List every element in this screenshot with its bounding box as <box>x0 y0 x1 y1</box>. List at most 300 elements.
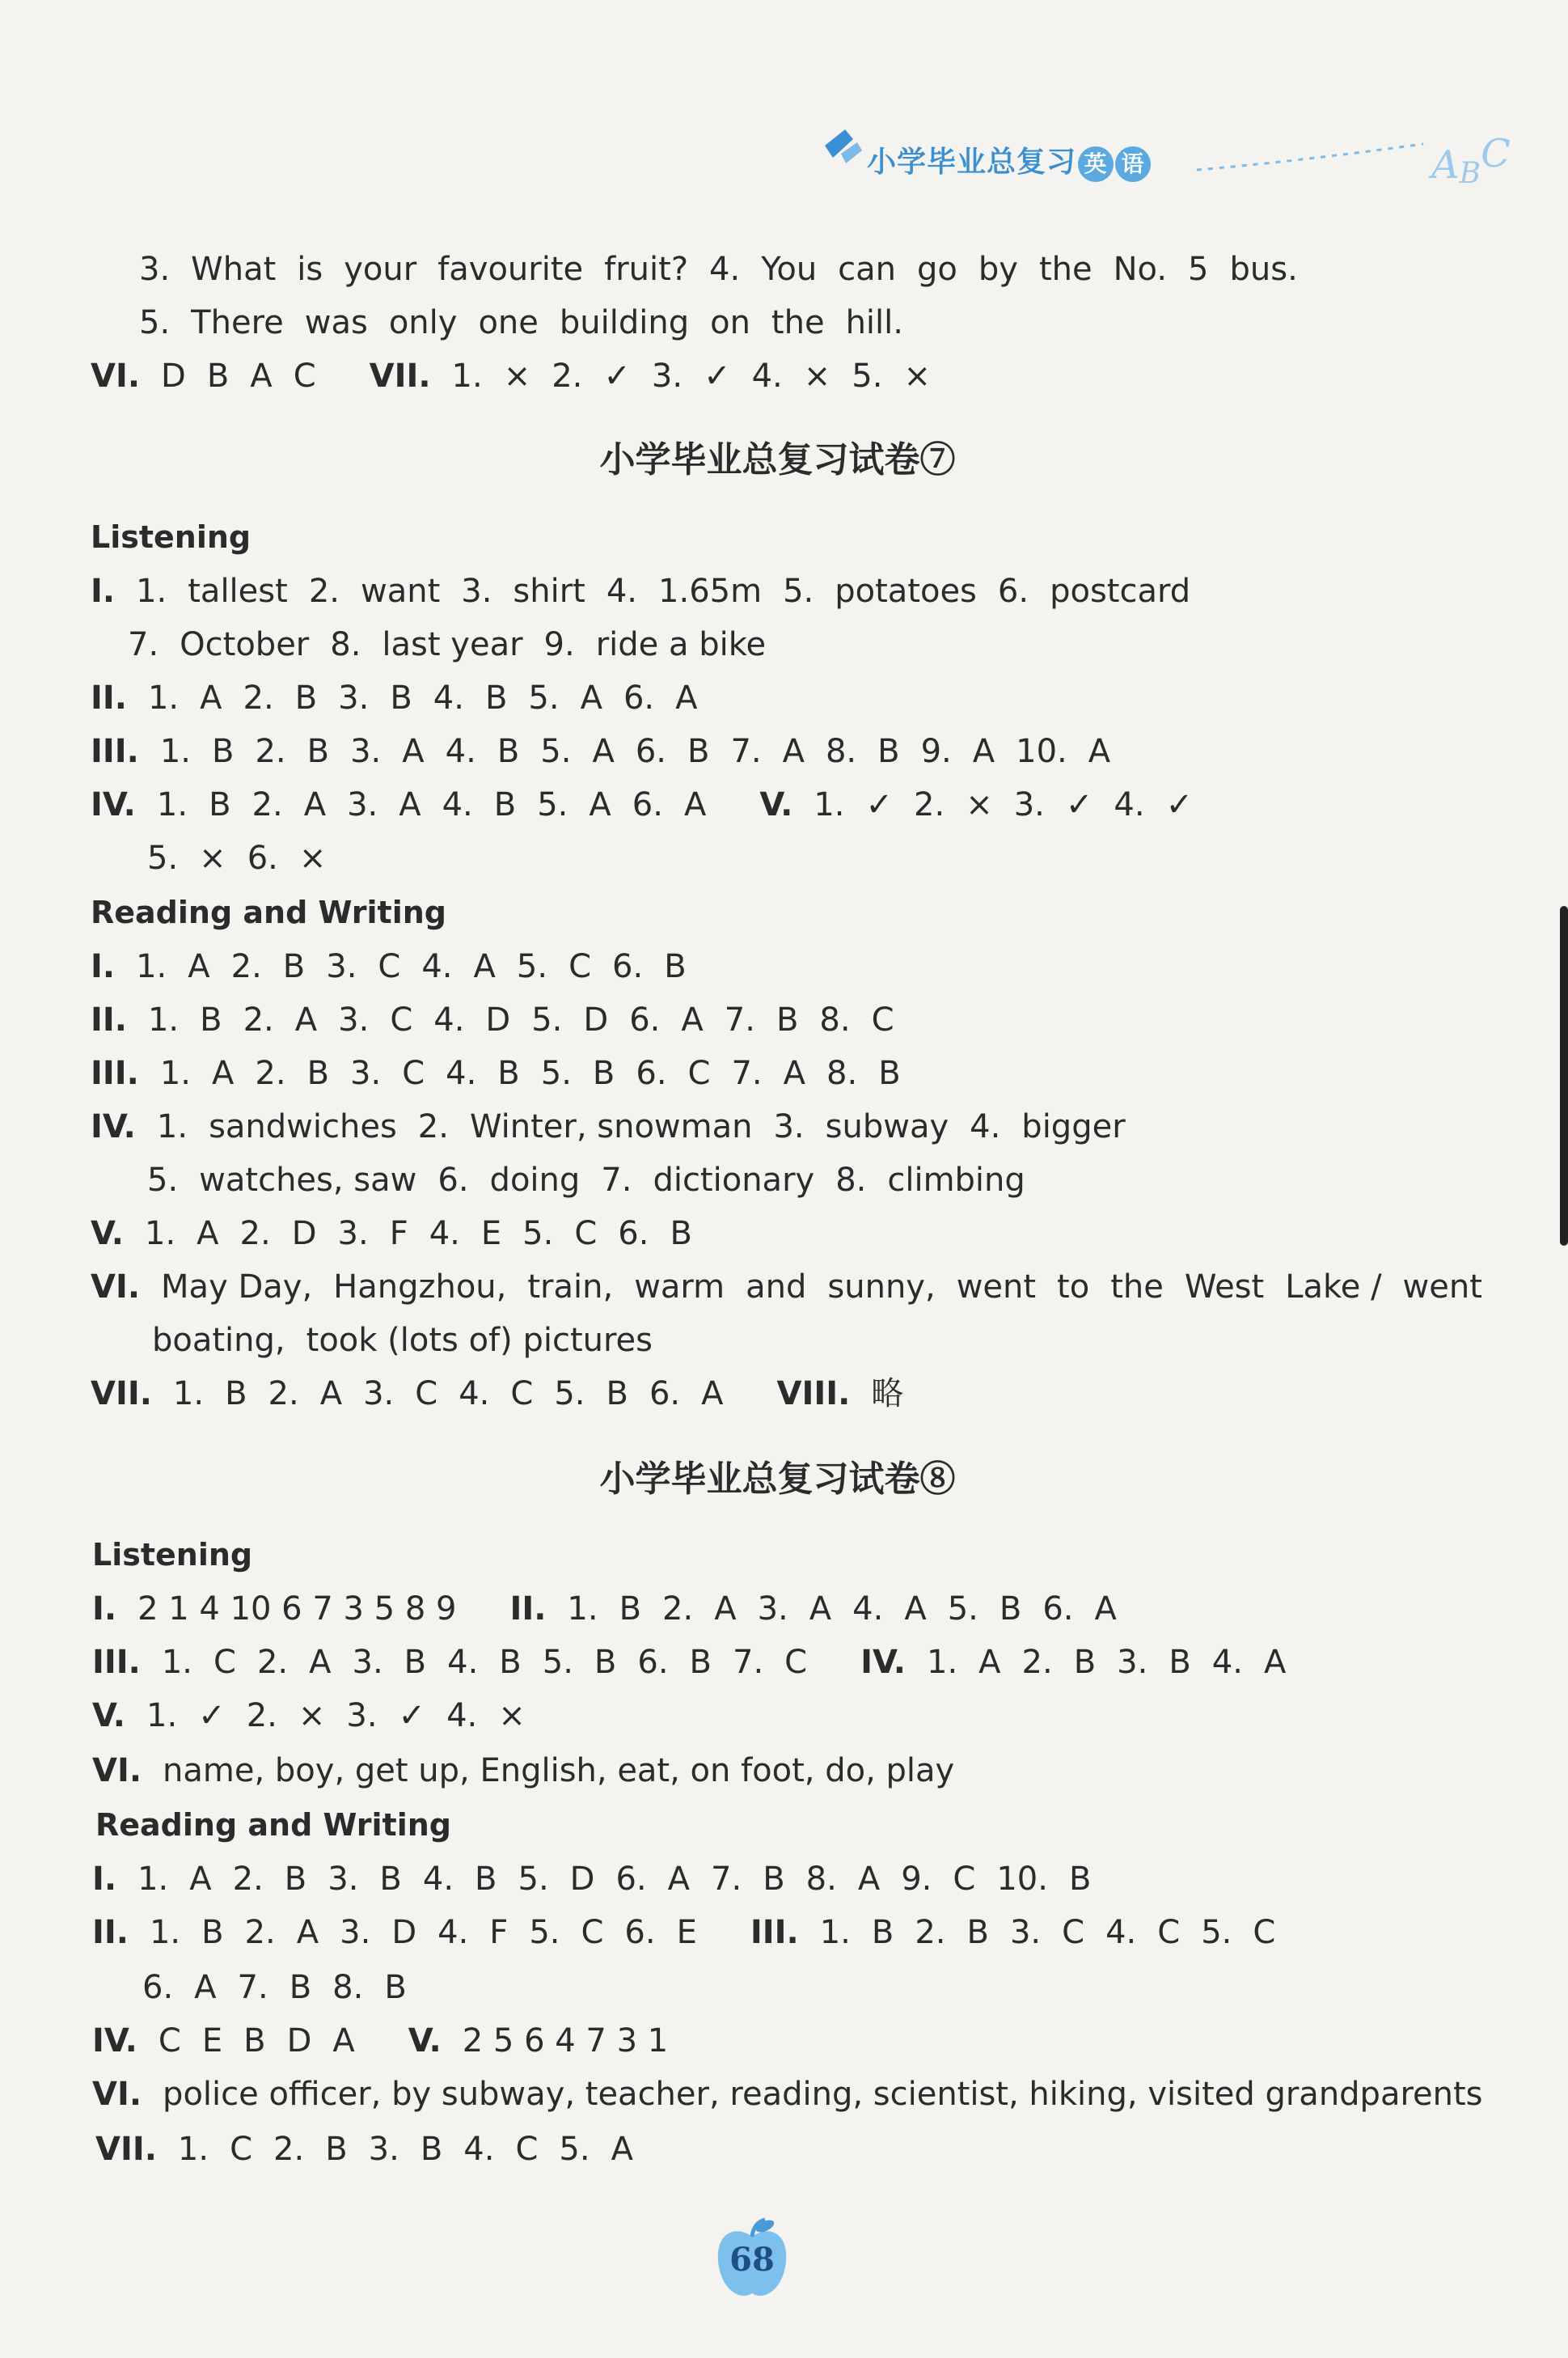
answer-token: B <box>404 1644 427 1681</box>
answer-token: 6. <box>629 1001 661 1039</box>
answer-token: 4. <box>442 786 473 823</box>
section-numeral: VI. <box>91 358 141 395</box>
answer-token: A <box>978 1644 1001 1681</box>
answer-line <box>91 1053 922 1094</box>
answer-token: A <box>197 1215 219 1252</box>
section-numeral: II. <box>509 1590 547 1628</box>
answer-token: A <box>194 1969 217 2006</box>
answer-token: and <box>746 1268 807 1306</box>
answer-token: 2. <box>552 358 583 395</box>
answer-token: building <box>559 304 690 341</box>
answer-token: A <box>319 1375 343 1412</box>
answer-token: postcard <box>1050 573 1191 610</box>
answer-line <box>92 1859 1112 1899</box>
answer-token: ✓ <box>704 358 731 395</box>
answer-token: C <box>158 2022 181 2060</box>
answer-token: × <box>298 840 327 877</box>
answer-token: C <box>574 1215 598 1252</box>
section-numeral: IV. <box>860 1644 906 1681</box>
answer-token: B <box>499 1644 522 1681</box>
answer-line <box>92 1751 975 1791</box>
answer-token: 5. <box>516 948 548 985</box>
answer-token: 4. <box>606 573 638 610</box>
answer-token: 5. <box>783 573 814 610</box>
answer-token: A <box>904 1590 927 1628</box>
answer-line <box>139 249 1319 290</box>
answer-token: B <box>871 1914 894 1951</box>
answer-token: A <box>250 358 273 395</box>
answer-token: 5 <box>1188 251 1209 288</box>
answer-token: 2. <box>232 1861 264 1898</box>
answer-token: only <box>388 304 458 341</box>
answer-token: 2. <box>255 1055 286 1092</box>
answer-token: B <box>664 948 687 985</box>
answer-token: ✓ <box>1165 786 1194 823</box>
section-title: 小学毕业总复习试卷⑧ <box>599 1458 956 1500</box>
answer-token: 略 <box>871 1375 904 1412</box>
answer-token: B <box>200 1001 222 1039</box>
answer-token: 9. <box>543 626 575 663</box>
section-numeral: VI. <box>91 1268 141 1306</box>
answer-token: B <box>209 786 231 823</box>
answer-token: E <box>480 1215 502 1252</box>
answer-token: 4. <box>751 358 783 395</box>
answer-token: one <box>478 304 539 341</box>
answer-token: C <box>953 1861 976 1898</box>
answer-token: B <box>284 1861 307 1898</box>
answer-token: 5. <box>537 786 568 823</box>
subsection-label: Listening <box>92 1537 253 1573</box>
answer-token: E <box>676 1914 697 1951</box>
answer-token: 6. <box>437 1162 469 1199</box>
answer-line <box>92 1695 547 1736</box>
answer-line <box>128 624 787 665</box>
answer-token: ✓ <box>865 786 894 823</box>
answer-token: 4. <box>970 1108 1001 1145</box>
answer-token: × <box>903 358 931 395</box>
abc-c: C <box>1481 131 1511 176</box>
answer-token: B <box>999 1590 1022 1628</box>
answer-token: tallest <box>188 573 288 610</box>
answer-token: 1. <box>819 1914 851 1951</box>
answer-token: B <box>306 733 330 770</box>
section-numeral: II. <box>91 1001 127 1039</box>
answer-token: A <box>296 1914 319 1951</box>
answer-token: 3. <box>350 733 382 770</box>
answer-token: B <box>689 1644 712 1681</box>
section-numeral: VII. <box>95 2131 157 2168</box>
answer-token: 3. <box>461 573 492 610</box>
answer-token: A <box>972 733 995 770</box>
answer-token: C <box>515 2131 539 2168</box>
answer-token: D <box>291 1215 317 1252</box>
answer-token: B <box>619 1590 642 1628</box>
answer-token: B <box>670 1215 692 1252</box>
answer-token: A <box>592 733 615 770</box>
answer-token: on <box>710 304 750 341</box>
answer-token: 3. <box>350 1055 382 1092</box>
answer-token: B <box>201 1914 224 1951</box>
answer-token: × <box>498 1697 526 1734</box>
answer-line <box>91 678 718 718</box>
answer-line <box>139 303 924 343</box>
answer-token: 5. <box>947 1590 978 1628</box>
answer-line <box>91 356 952 396</box>
answer-token: × <box>966 786 993 823</box>
answer-token: the <box>1038 251 1093 288</box>
answer-token: 5. <box>147 1162 179 1199</box>
answer-token: 3. <box>347 786 378 823</box>
answer-token: 2 1 4 10 6 7 3 5 8 9 <box>137 1590 457 1628</box>
answer-token: C <box>390 1001 413 1039</box>
answer-token: 6. <box>1042 1590 1074 1628</box>
answer-token: 6. <box>635 733 666 770</box>
page-edge-mark <box>1560 906 1568 1246</box>
answer-token: 3. <box>363 1375 395 1412</box>
answer-token: 7. <box>731 1055 763 1092</box>
answer-token: 4. <box>429 1215 460 1252</box>
answer-line <box>95 2129 654 2170</box>
answer-token: C <box>687 1055 711 1092</box>
section-numeral: I. <box>92 1590 117 1628</box>
answer-token: A <box>188 948 210 985</box>
answer-token: A <box>701 1375 724 1412</box>
section-title: 小学毕业总复习试卷⑦ <box>599 439 956 480</box>
answer-token: warm <box>634 1268 725 1306</box>
answer-token: 4. <box>447 1644 479 1681</box>
answer-token: go <box>917 251 957 288</box>
answer-token: 2. <box>308 573 340 610</box>
answer-token: B <box>390 679 412 717</box>
section-numeral: II. <box>91 679 127 717</box>
answer-token: 4. <box>459 1375 490 1412</box>
answer-token: 1. <box>147 679 180 717</box>
answer-token: 2. <box>246 1697 277 1734</box>
answer-line <box>91 1374 924 1414</box>
answer-token: A <box>189 1861 212 1898</box>
section-numeral: V. <box>408 2022 442 2060</box>
answer-token: B <box>306 1055 330 1092</box>
answer-token: 2. <box>1021 1644 1053 1681</box>
answer-token: sandwiches <box>209 1108 397 1145</box>
answer-token: C <box>871 1001 894 1039</box>
section-numeral: I. <box>91 573 116 610</box>
answer-token: 2. <box>268 1375 299 1412</box>
answer-token: 4. <box>433 679 464 717</box>
answer-token: 2. <box>239 1215 271 1252</box>
answer-token: 6. <box>247 840 278 877</box>
answer-token: C <box>378 948 401 985</box>
answer-token: A <box>611 2131 633 2168</box>
answer-token: 4. <box>446 1055 477 1092</box>
answer-token: A <box>683 786 707 823</box>
answer-token: 3. <box>337 1215 369 1252</box>
answer-token: C <box>784 1644 808 1681</box>
answer-token: May Day, <box>161 1268 313 1306</box>
answer-token: B <box>379 1861 402 1898</box>
section-numeral: V. <box>759 786 793 823</box>
answer-token: C <box>402 1055 425 1092</box>
answer-token: × <box>503 358 531 395</box>
answer-line <box>91 1000 915 1040</box>
answer-token: 4. <box>446 1697 478 1734</box>
answer-token: 3. <box>773 1108 805 1145</box>
subsection-label: Listening <box>91 519 251 555</box>
answer-token: 1. <box>145 1215 176 1252</box>
answer-token: 3. <box>346 1697 378 1734</box>
answer-token: 5. <box>542 1644 573 1681</box>
answer-token: E <box>201 2022 223 2060</box>
answer-token: 1. <box>159 1055 192 1092</box>
answer-token: B <box>212 733 235 770</box>
answer-token: 1. <box>177 2131 209 2168</box>
answer-token: West <box>1184 1268 1265 1306</box>
answer-token: 7. <box>730 733 762 770</box>
section-numeral: VII. <box>91 1375 152 1412</box>
answer-token: 8. <box>835 1162 867 1199</box>
answer-token: D <box>485 1001 511 1039</box>
answer-token: There <box>191 304 284 341</box>
answer-token: 5. <box>554 1375 585 1412</box>
answer-token: B <box>966 1914 989 1951</box>
answer-token: ✓ <box>198 1697 226 1734</box>
answer-line <box>91 571 1211 612</box>
answer-token: B <box>420 2131 443 2168</box>
section-numeral: V. <box>92 1697 125 1734</box>
answer-token: last year <box>382 626 523 663</box>
answer-token: 9. <box>920 733 952 770</box>
answer-token: 8. <box>819 1001 851 1039</box>
answer-token: A <box>212 1055 235 1092</box>
answer-token: A <box>309 1644 332 1681</box>
answer-token: 5. <box>518 1861 549 1898</box>
answer-token: × <box>199 840 226 877</box>
answer-token: What <box>191 251 277 288</box>
answer-token: 4. <box>1114 786 1145 823</box>
answer-token: shirt <box>513 573 585 610</box>
answer-token: 3. <box>651 358 683 395</box>
answer-token: B <box>384 1969 407 2006</box>
answer-token: F <box>489 1914 509 1951</box>
answer-line <box>91 731 1131 772</box>
answer-token: Lake / <box>1285 1268 1382 1306</box>
answer-token: 2. <box>417 1108 449 1145</box>
answer-token: A <box>399 786 421 823</box>
answer-token: 1. <box>149 1914 181 1951</box>
answer-token: ✓ <box>603 358 631 395</box>
answer-token: 3. <box>352 1644 383 1681</box>
answer-token: A <box>783 1055 806 1092</box>
answer-token: A <box>667 1861 691 1898</box>
answer-token: B <box>475 1861 497 1898</box>
answer-token: went <box>1402 1268 1482 1306</box>
answer-token: A <box>332 2022 355 2060</box>
answer-token: 3. <box>757 1590 788 1628</box>
answer-token: ride a bike <box>595 626 767 663</box>
answer-token: favourite <box>437 251 584 288</box>
answer-token: C <box>293 358 316 395</box>
answer-token: A <box>402 733 425 770</box>
section-numeral: II. <box>92 1914 129 1951</box>
answer-token: 5. <box>139 304 171 341</box>
answer-token: to <box>1057 1268 1090 1306</box>
answer-token: train, <box>527 1268 614 1306</box>
answer-token: 5. <box>529 1914 560 1951</box>
answer-line <box>91 1107 1147 1147</box>
answer-token: D <box>286 2022 312 2060</box>
answer-token: 1. <box>146 1697 178 1734</box>
answer-token: 3. <box>338 1001 370 1039</box>
abc-b: B <box>1459 157 1481 190</box>
answer-token: 2. <box>256 1644 289 1681</box>
answer-token: 6. <box>636 1055 667 1092</box>
section-numeral: III. <box>91 1055 139 1092</box>
answer-token: 4. <box>445 733 476 770</box>
answer-token: You <box>761 251 818 288</box>
answer-token: 1. <box>136 573 167 610</box>
answer-token: boating, <box>152 1322 285 1359</box>
answer-line <box>92 1912 1296 1953</box>
answer-token: 7. <box>128 626 159 663</box>
answer-token: B <box>1169 1644 1191 1681</box>
answer-token: 4. <box>437 1914 469 1951</box>
section-numeral: VII. <box>369 358 431 395</box>
answer-token: C <box>230 2131 253 2168</box>
answer-token: A <box>1088 733 1111 770</box>
answer-token: 8. <box>825 733 857 770</box>
answer-token: 2. <box>915 1914 946 1951</box>
answer-token: 7. <box>601 1162 632 1199</box>
answer-token: A <box>1094 1590 1117 1628</box>
answer-token: 5. <box>559 2131 590 2168</box>
section-numeral: V. <box>91 1215 124 1252</box>
answer-token: ✓ <box>398 1697 426 1734</box>
answer-line <box>91 785 1214 825</box>
answer-token: 3. <box>1013 786 1045 823</box>
answer-token: 3. <box>1009 1914 1042 1951</box>
abc-a: A <box>1431 142 1460 188</box>
answer-token: × <box>298 1697 326 1734</box>
answer-token: 6. <box>615 1861 647 1898</box>
answer-token: ✓ <box>1065 786 1093 823</box>
answer-token: 1. <box>147 1001 180 1039</box>
section-numeral: VI. <box>92 1752 142 1789</box>
answer-line <box>147 1160 1046 1200</box>
answer-token: B <box>592 1055 615 1092</box>
answer-token: 1. <box>927 1644 958 1681</box>
answer-token: 5. <box>528 679 560 717</box>
answer-token: 2. <box>230 948 262 985</box>
section-numeral: III. <box>92 1644 141 1681</box>
answer-token: 6. <box>612 948 644 985</box>
section-numeral: III. <box>750 1914 799 1951</box>
answer-token: 10. <box>1016 733 1067 770</box>
answer-token: 4. <box>1211 1644 1243 1681</box>
answer-token: doing <box>489 1162 581 1199</box>
answer-token: A <box>580 679 602 717</box>
answer-token: was <box>304 304 368 341</box>
answer-token: 3. <box>1117 1644 1148 1681</box>
answer-token: 4. <box>433 1001 465 1039</box>
answer-token: 2. <box>914 786 945 823</box>
answer-token: A <box>675 679 698 717</box>
answer-token: Hangzhou, <box>333 1268 507 1306</box>
answer-token: the <box>1110 1268 1164 1306</box>
answer-token: 2. <box>243 679 274 717</box>
header-title-text: 小学毕业总复习 <box>867 146 1077 179</box>
answer-line <box>91 1213 713 1254</box>
answer-token: B <box>325 2131 348 2168</box>
answer-token: 1. <box>567 1590 598 1628</box>
answer-token: A <box>681 1001 704 1039</box>
answer-token: took (lots of) pictures <box>306 1322 653 1359</box>
section-numeral: IV. <box>92 2022 137 2060</box>
answer-token: 2. <box>255 733 286 770</box>
answer-token: your <box>344 251 417 288</box>
answer-token: 1. <box>156 786 188 823</box>
answer-token: 8. <box>805 1861 837 1898</box>
answer-token: 6. <box>624 1914 656 1951</box>
answer-token: B <box>1073 1644 1097 1681</box>
header-title <box>867 139 1151 182</box>
answer-token: 9. <box>901 1861 932 1898</box>
answer-token: 4. <box>1105 1914 1137 1951</box>
answer-token: C <box>1253 1914 1276 1951</box>
answer-token: 2 5 6 4 7 3 1 <box>462 2022 669 2060</box>
answer-token: 5. <box>531 1001 563 1039</box>
answer-token: 4. <box>709 251 741 288</box>
answer-token: 4. <box>421 948 453 985</box>
header-abc-logo <box>1431 131 1511 190</box>
answer-token: can <box>838 251 897 288</box>
answer-token: F <box>389 1215 408 1252</box>
answer-token: B <box>1068 1861 1092 1898</box>
answer-token: 2. <box>244 1914 276 1951</box>
section-numeral: IV. <box>91 786 136 823</box>
answer-token: hill. <box>845 304 903 341</box>
answer-token: climbing <box>887 1162 1025 1199</box>
answer-line <box>152 1320 674 1361</box>
answer-token: 7. <box>733 1644 764 1681</box>
answer-token: D <box>583 1001 609 1039</box>
answer-token: C <box>415 1375 438 1412</box>
answer-token: 5. <box>852 358 883 395</box>
answer-token: 3. <box>328 1861 359 1898</box>
answer-line <box>91 1267 1503 1307</box>
answer-token: C <box>581 1914 604 1951</box>
answer-token: police officer, by subway, teacher, reading, scientist, hiking, visited grandparents <box>163 2076 1483 2113</box>
answer-token: 6. <box>997 573 1029 610</box>
answer-token: A <box>809 1590 832 1628</box>
answer-token: B <box>497 733 520 770</box>
section-numeral: IV. <box>91 1108 136 1145</box>
answer-token: C <box>568 948 592 985</box>
section-numeral: VIII. <box>776 1375 851 1412</box>
section-numeral: III. <box>91 733 139 770</box>
answer-token: sunny, <box>827 1268 936 1306</box>
answer-token: B <box>687 733 710 770</box>
answer-token: 1. <box>156 1108 188 1145</box>
answer-token: B <box>243 2022 266 2060</box>
answer-token: is <box>297 251 323 288</box>
answer-token: 1.65m <box>658 573 763 610</box>
answer-token: A <box>857 1861 881 1898</box>
section-numeral: VI. <box>92 2076 142 2113</box>
answer-token: 5. <box>147 840 179 877</box>
answer-line <box>92 1642 1307 1683</box>
answer-token: 6. <box>142 1969 174 2006</box>
answer-token: C <box>1062 1914 1085 1951</box>
